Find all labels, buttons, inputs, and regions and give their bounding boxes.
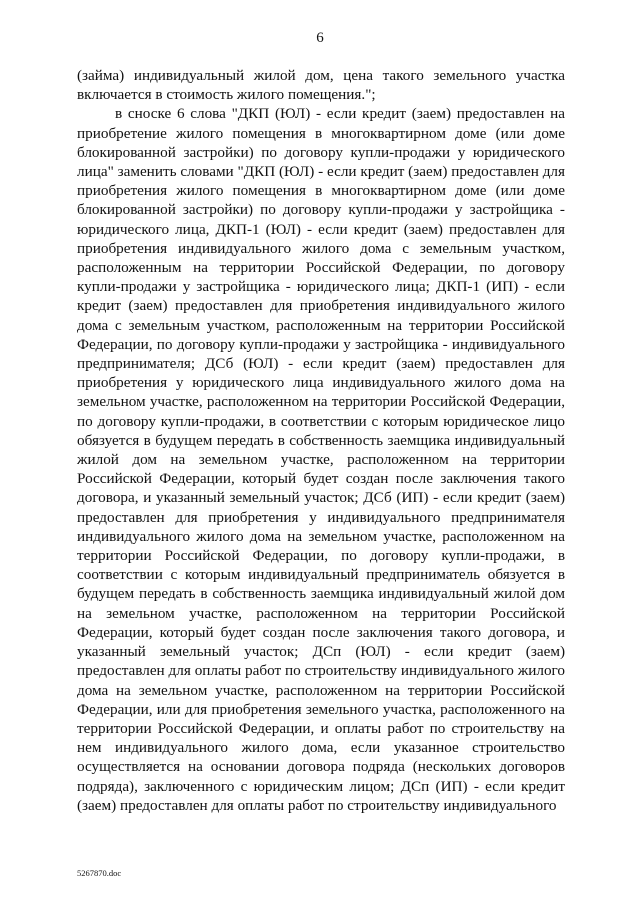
paragraph-continuation: (займа) индивидуальный жилой дом, цена такого земельного участка включается в стоимость жилого помещения."; [77,67,565,104]
paragraph-footnote-6-amendment: в сноске 6 слова "ДКП (ЮЛ) - если кредит (заем) предоставлен на приобретение жилого помещения в многоквартирном доме (или доме блокированной застройки) по договору купли-продажи у юридического лица" заменить словами "ДКП (ЮЛ) - если кредит (заем) предоставлен для приобретения жилого помещения в многоквартирном доме (или доме блокированной застройки) по договору купли-продажи у застройщика - юридического лица, ДКП-1 (ЮЛ) - если кредит (заем) предоставлен для приобретения индивидуального жилого дома с земельным участком, расположенным на территории Российской Федерации, по договору купли-продажи у застройщика - юридического лица; ДКП-1 (ИП) - если кредит (заем) предоставлен для приобретения индивидуального жилого дома с земельным участком, расположенным на территории Российской Федерации, по договору купли-продажи у застройщика - индивидуального предпринимателя; ДСб (ЮЛ) - если кредит (заем) предоставлен для приобретения у юридического лица индивидуального жилого дома на земельном участке, расположенном на территории Российской Федерации, по договору купли-продажи, в соответствии с которым юридическое лицо обязуется в будущем передать в собственность заемщика индивидуальный жилой дом на земельном участке, расположенном на территории Российской Федерации, который будет создан после заключения такого договора, и указанный земельный участок; ДСб (ИП) - если кредит (заем) предоставлен для приобретения у индивидуального предпринимателя индивидуального жилого дома на земельном участке, расположенном на территории Российской Федерации, по договору купли-продажи, в соответствии с которым индивидуальный предприниматель обязуется в будущем передать в собственность заемщика индивидуальный жилой дом на земельном участке, расположенном на территории Российской Федерации, который будет создан после заключения такого договора, и указанный земельный участок; ДСп (ЮЛ) - если кредит (заем) предоставлен для оплаты работ по строительству индивидуального жилого дома на земельном участке, расположенном на территории Российской Федерации, или для приобретения земельного участка, расположенного на территории Российской Федерации, и оплаты работ по строительству на нем индивидуального жилого дома, если указанное строительство осуществляется на основании договора подряда (нескольких договоров подряда), заключенного с юридическим лицом; ДСп (ИП) - если кредит (заем) предоставлен для оплаты работ по строительству индивидуального [77,105,565,814]
document-file-code: 5267870.doc [77,868,122,878]
document-body [77,66,565,815]
page-number: 6 [316,30,324,46]
